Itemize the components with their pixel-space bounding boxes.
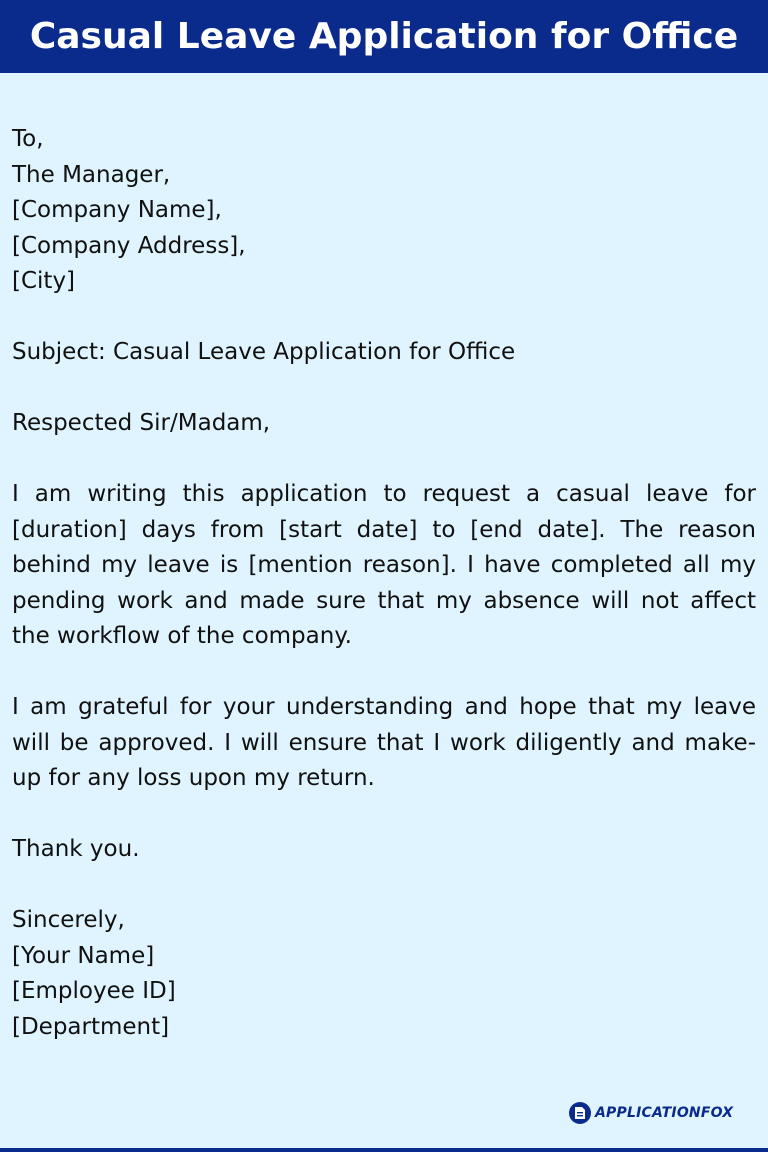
closing-line: [Your Name] (12, 942, 155, 969)
address-line: [Company Name], (12, 197, 222, 223)
page-title: Casual Leave Application for Office (29, 16, 739, 57)
body-paragraph: I am writing this application to request a casual leave for [duration] days from [start date] to [end date]. The reason behind my leave is [mention reason]. I have completed all my pending work and made sure that my absence will not affect the workflow of the company. (12, 481, 756, 649)
signature-block (12, 903, 756, 1045)
header-banner (0, 0, 768, 73)
closing-line: [Employee ID] (12, 978, 176, 1004)
address-line: [Company Address], (12, 232, 246, 259)
brand-logo (569, 1102, 733, 1124)
salutation: Respected Sir/Madam, (12, 410, 271, 436)
closing-line: [Department] (12, 1013, 170, 1040)
address-line: To, (12, 126, 44, 152)
thanks-line: Thank you. (12, 836, 140, 862)
body-paragraph: I am grateful for your understanding and hope that my leave will be approved. I will ensure that I work diligently and make-up for any loss upon my return. (12, 694, 756, 791)
document-icon (569, 1102, 591, 1124)
recipient-address (12, 122, 756, 300)
bottom-bar (0, 1148, 768, 1152)
address-line: The Manager, (12, 161, 171, 188)
letter-body (12, 122, 756, 1045)
subject-line: Subject: Casual Leave Application for Office (12, 339, 516, 365)
brand-name: APPLICATIONFOX (595, 1105, 734, 1121)
closing-line: Sincerely, (12, 907, 125, 933)
address-line: [City] (12, 268, 76, 294)
